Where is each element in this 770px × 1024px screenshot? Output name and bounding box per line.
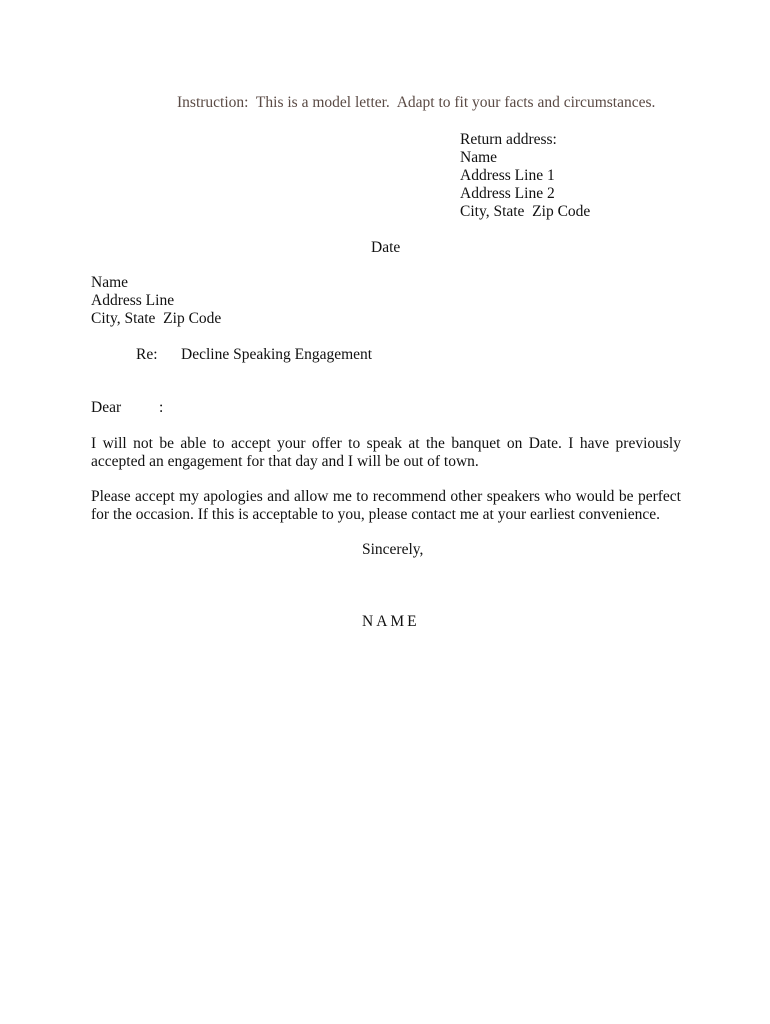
re-subject: Decline Speaking Engagement xyxy=(181,346,373,363)
body-paragraph-2: Please accept my apologies and allow me to recommend other speakers who would be perfect for the occasion. If this is acceptable to you, please contact me at your earliest convenience. xyxy=(91,488,681,523)
salutation-greeting: Dear xyxy=(91,399,122,416)
return-address-line-2: Address Line 2 xyxy=(460,185,555,202)
return-address-name: Name xyxy=(460,149,498,166)
recipient-address-line: Address Line xyxy=(91,292,175,309)
return-address-line-1: Address Line 1 xyxy=(460,167,555,184)
salutation-colon: : xyxy=(159,399,164,416)
instruction-note: Instruction: This is a model letter. Adapt to fit your facts and circumstances. xyxy=(177,94,656,111)
return-address-block xyxy=(460,131,590,221)
recipient-address-block xyxy=(91,274,221,328)
closing: Sincerely, xyxy=(362,541,424,558)
letter-date: Date xyxy=(371,239,401,256)
return-address-heading: Return address: xyxy=(460,131,557,148)
recipient-city-state-zip: City, State Zip Code xyxy=(91,310,222,327)
body-paragraph-1: I will not be able to accept your offer to speak at the banquet on Date. I have previously accepted an engagement for that day and I will be out of town. xyxy=(91,435,681,470)
return-address-city-state-zip: City, State Zip Code xyxy=(460,203,591,220)
signature-name: NAME xyxy=(362,613,420,630)
re-label: Re: xyxy=(136,346,158,363)
recipient-name: Name xyxy=(91,274,129,291)
